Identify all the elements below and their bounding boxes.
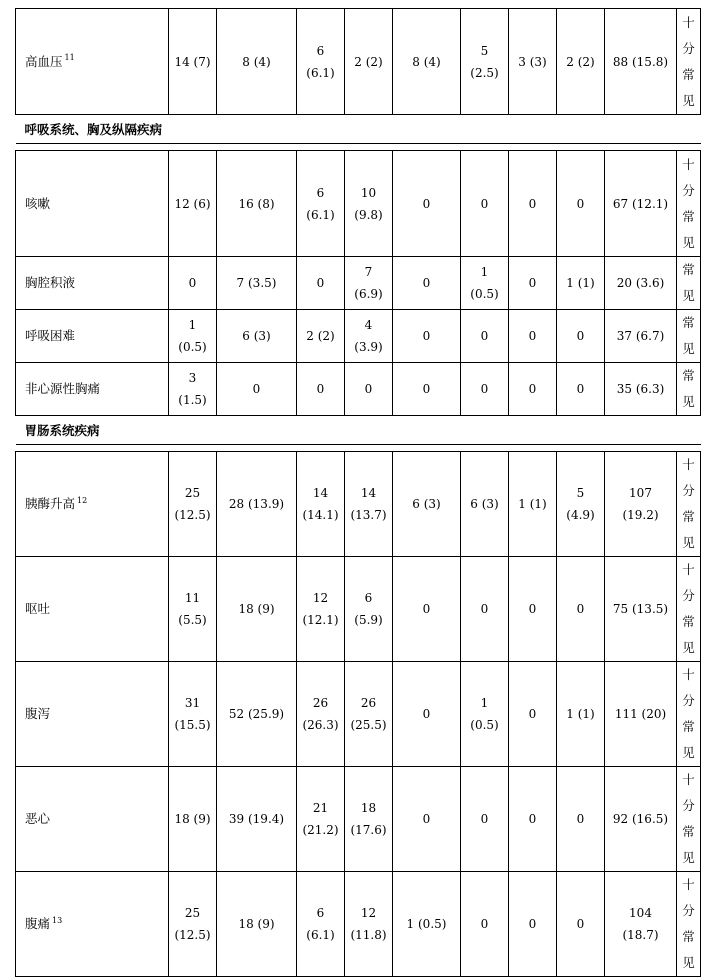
adverse-event-name	[16, 767, 169, 872]
table-row	[16, 452, 701, 557]
value-line: 37 (6.7)	[616, 329, 665, 343]
table-row	[16, 363, 701, 416]
value-line: 0	[480, 196, 489, 211]
section-spacer	[16, 144, 701, 151]
spacer-cell	[16, 445, 701, 452]
value-line: 0	[480, 329, 489, 343]
frequency-char: 常	[682, 368, 695, 383]
value-cell	[557, 257, 605, 310]
frequency-char: 见	[682, 92, 695, 108]
value-line: (9.8)	[354, 207, 383, 222]
value-cell	[169, 151, 217, 257]
value-cell	[557, 557, 605, 662]
value-cell	[605, 872, 677, 977]
event-label: 咳嗽	[25, 195, 51, 211]
value-cell	[557, 310, 605, 363]
value-line: 26	[312, 696, 329, 710]
value-cell	[509, 452, 557, 557]
value-line: (12.5)	[174, 928, 211, 942]
value-line: 6 (3)	[470, 497, 499, 511]
event-label: 非心源性胸痛	[25, 381, 101, 396]
value-line: 52 (25.9)	[228, 707, 285, 721]
value-cell	[393, 662, 461, 767]
value-cell	[557, 151, 605, 257]
event-label: 腹痛	[25, 916, 51, 931]
value-cell	[509, 767, 557, 872]
frequency-char: 见	[682, 745, 695, 760]
frequency-char: 常	[682, 929, 695, 944]
frequency-cell	[677, 767, 701, 872]
event-label: 高血压	[25, 53, 63, 69]
value-cell	[509, 557, 557, 662]
frequency-cell	[677, 257, 701, 310]
value-line: 3	[188, 371, 197, 385]
value-line: 35 (6.3)	[616, 382, 665, 396]
section-spacer	[16, 445, 701, 452]
value-line: 21	[312, 801, 329, 815]
value-line: 7	[364, 265, 373, 279]
frequency-char: 分	[682, 588, 695, 603]
frequency-char: 见	[682, 394, 695, 409]
value-line: 92 (16.5)	[612, 812, 669, 826]
frequency-char: 见	[682, 535, 695, 550]
value-line: (6.1)	[306, 65, 335, 80]
value-line: 2 (2)	[566, 54, 595, 69]
value-cell	[217, 767, 297, 872]
frequency-char: 十	[682, 772, 695, 787]
value-cell	[217, 662, 297, 767]
value-line: 67 (12.1)	[612, 196, 669, 211]
frequency-char: 见	[682, 288, 695, 303]
value-line: 6 (3)	[242, 329, 271, 343]
value-cell	[169, 872, 217, 977]
frequency-char: 分	[682, 182, 695, 198]
frequency-cell	[677, 452, 701, 557]
value-line: (2.5)	[470, 65, 499, 80]
value-line: 28 (13.9)	[228, 497, 285, 511]
value-cell	[605, 363, 677, 416]
value-line: (12.1)	[302, 613, 339, 627]
section-heading: 呼吸系统、胸及纵隔疾病	[16, 115, 701, 144]
value-cell	[557, 452, 605, 557]
value-line: 0	[528, 707, 537, 721]
value-cell	[461, 310, 509, 363]
value-cell	[169, 310, 217, 363]
spacer-cell	[16, 144, 701, 151]
value-line: 10	[360, 185, 377, 200]
frequency-char: 分	[682, 483, 695, 498]
value-cell	[217, 9, 297, 115]
value-line: 0	[528, 196, 537, 211]
value-line: 12	[312, 591, 329, 605]
frequency-char: 见	[682, 234, 695, 250]
adverse-events-table	[15, 8, 701, 977]
value-cell	[345, 872, 393, 977]
value-line: 39 (19.4)	[228, 812, 285, 826]
value-line: 0	[364, 382, 373, 396]
value-line: 14 (7)	[174, 54, 211, 69]
adverse-event-name	[16, 557, 169, 662]
value-line: (3.9)	[354, 340, 383, 354]
value-line: 0	[528, 602, 537, 616]
frequency-char: 见	[682, 955, 695, 970]
value-line: 0	[188, 276, 197, 290]
frequency-cell	[677, 363, 701, 416]
value-line: 14	[312, 486, 329, 500]
value-line: (6.9)	[354, 287, 383, 301]
footnote-ref: 13	[52, 915, 63, 925]
value-line: (0.5)	[178, 340, 207, 354]
value-cell	[217, 151, 297, 257]
value-line: 0	[422, 329, 431, 343]
value-line: (25.5)	[350, 718, 387, 732]
value-cell	[345, 452, 393, 557]
value-cell	[393, 557, 461, 662]
frequency-char: 常	[682, 509, 695, 524]
event-label: 呼吸困难	[25, 328, 76, 343]
frequency-char: 十	[682, 877, 695, 892]
value-line: 1	[480, 696, 489, 710]
value-cell	[461, 9, 509, 115]
value-line: 0	[528, 329, 537, 343]
value-cell	[605, 310, 677, 363]
frequency-char: 见	[682, 341, 695, 356]
value-line: 6	[316, 185, 325, 200]
value-line: 16 (8)	[238, 196, 275, 211]
frequency-char: 常	[682, 719, 695, 734]
value-cell	[557, 662, 605, 767]
frequency-cell	[677, 872, 701, 977]
value-line: 0	[316, 276, 325, 290]
frequency-char: 分	[682, 903, 695, 918]
value-line: 0	[576, 917, 585, 931]
value-line: 0	[422, 196, 431, 211]
value-cell	[345, 257, 393, 310]
value-cell	[345, 151, 393, 257]
value-line: (13.7)	[350, 508, 387, 522]
value-line: (15.5)	[174, 718, 211, 732]
frequency-char: 分	[682, 40, 695, 56]
value-cell	[461, 557, 509, 662]
value-cell	[297, 363, 345, 416]
value-cell	[605, 767, 677, 872]
value-line: 107	[629, 486, 652, 500]
value-line: 0	[422, 812, 431, 826]
value-cell	[297, 310, 345, 363]
frequency-cell	[677, 557, 701, 662]
value-line: 8 (4)	[412, 54, 441, 69]
value-line: 0	[576, 812, 585, 826]
frequency-cell	[677, 662, 701, 767]
adverse-event-name	[16, 662, 169, 767]
value-cell	[393, 310, 461, 363]
value-line: 1 (1)	[566, 276, 595, 290]
value-cell	[169, 257, 217, 310]
frequency-char: 十	[682, 562, 695, 577]
frequency-char: 常	[682, 824, 695, 839]
value-cell	[345, 767, 393, 872]
value-line: 111 (20)	[614, 707, 667, 721]
footnote-ref: 12	[77, 495, 88, 505]
value-cell	[461, 151, 509, 257]
value-line: 0	[480, 812, 489, 826]
footnote-ref: 11	[64, 53, 75, 63]
value-cell	[297, 767, 345, 872]
value-line: 0	[576, 382, 585, 396]
value-cell	[169, 363, 217, 416]
section-row	[16, 115, 701, 144]
value-line: 1	[480, 265, 489, 279]
value-line: 20 (3.6)	[616, 276, 665, 290]
value-cell	[393, 363, 461, 416]
frequency-char: 分	[682, 693, 695, 708]
event-label: 恶心	[25, 811, 51, 826]
value-cell	[297, 257, 345, 310]
value-line: (19.2)	[622, 508, 659, 522]
value-line: 0	[252, 382, 261, 396]
value-cell	[509, 310, 557, 363]
table-row	[16, 151, 701, 257]
value-cell	[217, 257, 297, 310]
frequency-char: 十	[682, 14, 695, 30]
value-cell	[393, 767, 461, 872]
value-line: 0	[316, 382, 325, 396]
event-label: 胸腔积液	[25, 275, 76, 290]
value-line: 6 (3)	[412, 497, 441, 511]
value-cell	[461, 662, 509, 767]
value-line: 26	[360, 696, 377, 710]
value-line: 18 (9)	[238, 602, 275, 616]
frequency-cell	[677, 151, 701, 257]
frequency-char: 十	[682, 667, 695, 682]
value-line: 11	[184, 591, 201, 605]
value-cell	[605, 257, 677, 310]
value-line: 0	[480, 382, 489, 396]
value-line: 18	[360, 801, 377, 815]
frequency-char: 常	[682, 66, 695, 82]
value-cell	[605, 557, 677, 662]
value-cell	[169, 662, 217, 767]
value-line: 25	[184, 906, 201, 920]
value-cell	[557, 9, 605, 115]
event-label: 呕吐	[25, 601, 51, 616]
value-cell	[605, 9, 677, 115]
value-line: 7 (3.5)	[236, 276, 277, 290]
value-line: 18 (9)	[238, 917, 275, 931]
value-line: 1 (1)	[518, 497, 547, 511]
value-line: 5	[576, 486, 585, 500]
value-line: 2 (2)	[354, 54, 383, 69]
value-line: 2 (2)	[306, 329, 335, 343]
value-cell	[461, 452, 509, 557]
value-cell	[393, 872, 461, 977]
value-cell	[393, 452, 461, 557]
event-label: 腹泻	[25, 706, 51, 721]
frequency-cell	[677, 9, 701, 115]
adverse-event-name	[16, 310, 169, 363]
table-row	[16, 9, 701, 115]
value-cell	[297, 9, 345, 115]
value-line: 6	[316, 43, 325, 58]
value-cell	[345, 557, 393, 662]
frequency-char: 十	[682, 457, 695, 472]
section-heading: 胃肠系统疾病	[16, 416, 701, 445]
frequency-char: 见	[682, 640, 695, 655]
frequency-char: 常	[682, 614, 695, 629]
value-cell	[509, 662, 557, 767]
table-body	[16, 9, 701, 977]
value-cell	[393, 9, 461, 115]
value-cell	[605, 452, 677, 557]
table-row	[16, 767, 701, 872]
value-cell	[557, 872, 605, 977]
value-line: 12 (6)	[174, 196, 211, 211]
value-cell	[297, 151, 345, 257]
value-cell	[509, 257, 557, 310]
value-line: 1	[188, 318, 197, 332]
frequency-cell	[677, 310, 701, 363]
value-line: (0.5)	[470, 718, 499, 732]
value-line: (5.9)	[354, 613, 383, 627]
value-line: 0	[576, 602, 585, 616]
value-line: 4	[364, 318, 373, 332]
value-cell	[297, 452, 345, 557]
event-label: 胰酶升高	[25, 496, 76, 511]
value-line: 0	[422, 707, 431, 721]
value-cell	[169, 452, 217, 557]
value-line: (6.1)	[306, 928, 335, 942]
value-line: 0	[480, 917, 489, 931]
value-line: (21.2)	[302, 823, 339, 837]
value-line: 0	[528, 382, 537, 396]
value-cell	[217, 452, 297, 557]
value-cell	[393, 151, 461, 257]
table-row	[16, 662, 701, 767]
value-line: (12.5)	[174, 508, 211, 522]
value-cell	[605, 151, 677, 257]
frequency-char: 见	[682, 850, 695, 865]
value-cell	[297, 662, 345, 767]
value-cell	[217, 557, 297, 662]
adverse-event-name	[16, 452, 169, 557]
value-line: (4.9)	[566, 508, 595, 522]
value-line: 5	[480, 43, 489, 58]
value-line: 104	[629, 906, 652, 920]
value-line: 12	[360, 906, 377, 920]
adverse-event-name	[16, 872, 169, 977]
adverse-event-name	[16, 363, 169, 416]
value-line: (18.7)	[622, 928, 659, 942]
value-cell	[217, 363, 297, 416]
value-cell	[345, 310, 393, 363]
value-line: (14.1)	[302, 508, 339, 522]
value-cell	[345, 363, 393, 416]
value-line: 6	[364, 591, 373, 605]
value-line: (17.6)	[350, 823, 387, 837]
value-line: 0	[576, 196, 585, 211]
value-line: 31	[184, 696, 201, 710]
value-line: 0	[576, 329, 585, 343]
frequency-char: 常	[682, 262, 695, 277]
adverse-event-name	[16, 257, 169, 310]
value-cell	[509, 151, 557, 257]
value-line: 0	[528, 276, 537, 290]
value-cell	[509, 872, 557, 977]
value-line: (26.3)	[302, 718, 339, 732]
value-cell	[393, 257, 461, 310]
value-line: 8 (4)	[242, 54, 271, 69]
value-line: 1 (1)	[566, 707, 595, 721]
value-line: 0	[528, 917, 537, 931]
value-cell	[169, 9, 217, 115]
value-line: 6	[316, 906, 325, 920]
value-line: 0	[480, 602, 489, 616]
value-line: 88 (15.8)	[612, 54, 669, 69]
value-line: (0.5)	[470, 287, 499, 301]
value-cell	[461, 767, 509, 872]
value-cell	[169, 557, 217, 662]
value-cell	[461, 872, 509, 977]
value-line: (5.5)	[178, 613, 207, 627]
value-line: 3 (3)	[518, 54, 547, 69]
value-cell	[509, 363, 557, 416]
adverse-event-name	[16, 151, 169, 257]
value-line: (11.8)	[350, 928, 387, 942]
value-line: (6.1)	[306, 207, 335, 222]
value-line: 0	[422, 382, 431, 396]
frequency-char: 十	[682, 156, 695, 172]
table-row	[16, 310, 701, 363]
table-row	[16, 872, 701, 977]
value-cell	[297, 872, 345, 977]
value-line: 1 (0.5)	[406, 917, 447, 931]
value-line: 25	[184, 486, 201, 500]
value-line: 0	[528, 812, 537, 826]
value-cell	[217, 872, 297, 977]
value-cell	[557, 767, 605, 872]
value-cell	[461, 257, 509, 310]
value-line: 75 (13.5)	[612, 602, 669, 616]
value-line: 0	[422, 602, 431, 616]
value-cell	[461, 363, 509, 416]
value-cell	[345, 662, 393, 767]
value-cell	[605, 662, 677, 767]
value-cell	[169, 767, 217, 872]
section-row	[16, 416, 701, 445]
adverse-event-name	[16, 9, 169, 115]
value-line: 0	[422, 276, 431, 290]
value-cell	[557, 363, 605, 416]
value-cell	[217, 310, 297, 363]
value-cell	[345, 9, 393, 115]
value-cell	[297, 557, 345, 662]
frequency-char: 常	[682, 208, 695, 224]
value-line: 18 (9)	[174, 812, 211, 826]
frequency-char: 常	[682, 315, 695, 330]
value-line: 14	[360, 486, 377, 500]
table-row	[16, 257, 701, 310]
value-cell	[509, 9, 557, 115]
value-line: (1.5)	[178, 393, 207, 407]
table-row	[16, 557, 701, 662]
frequency-char: 分	[682, 798, 695, 813]
